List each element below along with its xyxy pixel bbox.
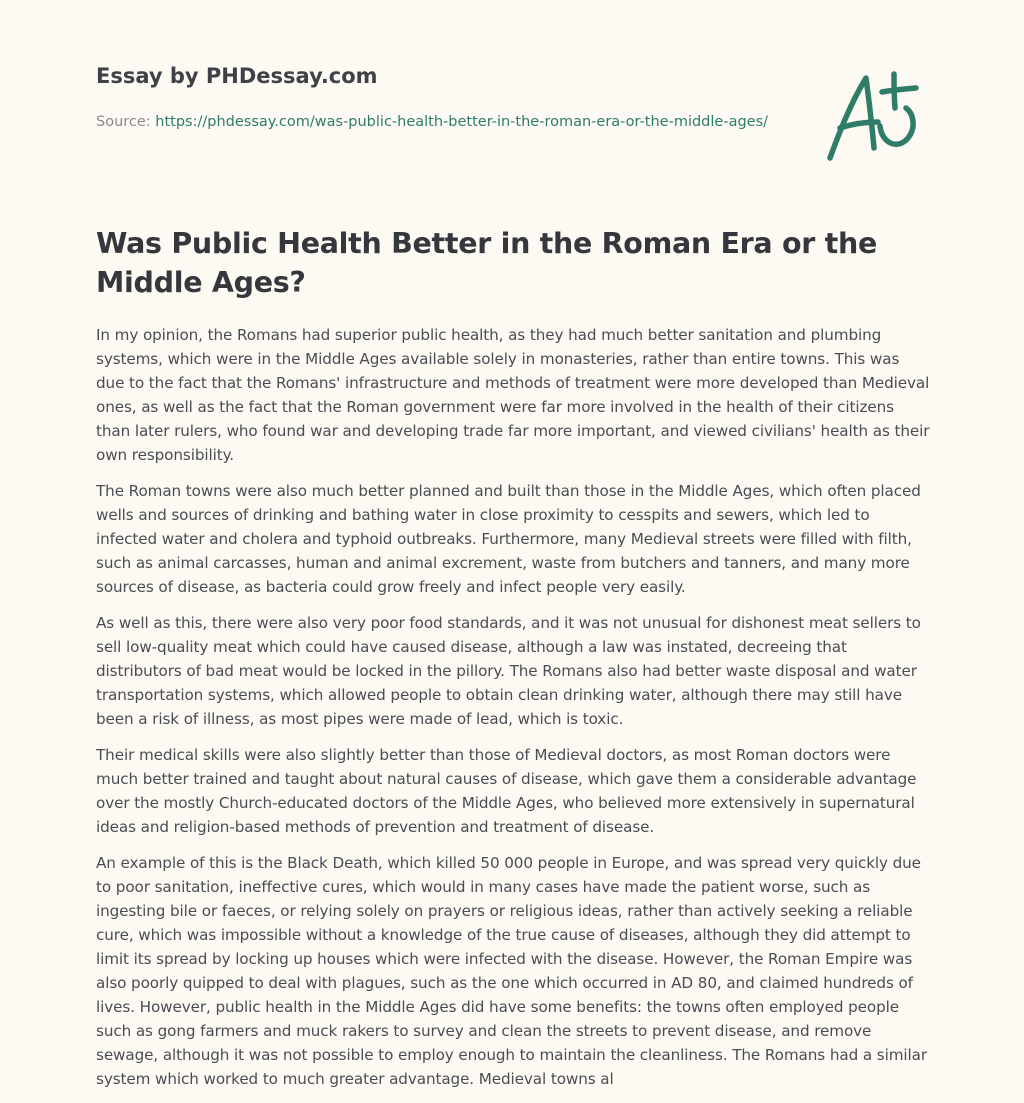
brand-title: Essay by PHDessay.com — [96, 64, 378, 88]
essay-paragraph: As well as this, there were also very poor food standards, and it was not unusual for dishonest meat sellers to sell low-quality meat which could have caused disease, although a law was instated, decreeing that distributors of bad meat would be locked in the pillory. The Romans also had better waste disposal and water transportation systems, which allowed people to obtain clean drinking water, although there may still have been a risk of illness, as most pipes were made of lead, which is toxic. — [96, 614, 921, 728]
essay-body — [96, 323, 932, 1103]
essay-paragraph: An example of this is the Black Death, which killed 50 000 people in Europe, and was spread very quickly due to poor sanitation, ineffective cures, which would in many cases have made the patient worse, such as ingesting bile or faeces, or relying solely on prayers or religious ideas, rather than actively seeking a reliable cure, which was impossible without a knowledge of the true cause of diseases, although they did attempt to limit its spread by locking up houses which were infected with the disease. However, the Roman Empire was also poorly quipped to deal with plagues, such as the one which occurred in AD 80, and claimed hundreds of lives. However, public health in the Middle Ages did have some benefits: the towns often employed people such as gong farmers and muck rakers to survey and clean the streets to prevent disease, and remove sewage, although it was not possible to employ enough to maintain the cleanliness. The Romans had a similar system which worked to much greater advantage. Medieval towns al — [96, 854, 927, 1088]
essay-title: Was Public Health Better in the Roman Era or the Middle Ages? — [96, 227, 877, 299]
essay-paragraph: Their medical skills were also slightly better than those of Medieval doctors, as most Roman doctors were much better trained and taught about natural causes of disease, which gave them a considerable advantage over the mostly Church-educated doctors of the Middle Ages, who believed more extensively in supernatural ideas and religion-based methods of prevention and treatment of disease. — [96, 746, 917, 836]
essay-paragraph: The Roman towns were also much better planned and built than those in the Middle Ages, which often placed wells and sources of drinking and bathing water in close proximity to cesspits and sewers, which led to infected water and cholera and typhoid outbreaks. Furthermore, many Medieval streets were filled with filth, such as animal carcasses, human and animal excrement, waste from butchers and tanners, and many more sources of disease, as bacteria could grow freely and infect people very easily. — [96, 482, 921, 596]
essay-paragraph: In my opinion, the Romans had superior public health, as they had much better sanitation and plumbing systems, which were in the Middle Ages available solely in monasteries, rather than entire towns. This was due to the fact that the Romans' infrastructure and methods of treatment were more developed than Medieval ones, as well as the fact that the Roman government were far more involved in the health of their citizens than later rulers, who found war and developing trade far more important, and viewed civilians' health as their own responsibility. — [96, 326, 930, 464]
source-label: Source: — [96, 114, 156, 130]
a-plus-grade-icon — [822, 66, 926, 166]
source-link[interactable]: https://phdessay.com/was-public-health-better-in-the-roman-era-or-the-middle-ages/ — [155, 114, 769, 130]
source-line — [96, 111, 786, 133]
